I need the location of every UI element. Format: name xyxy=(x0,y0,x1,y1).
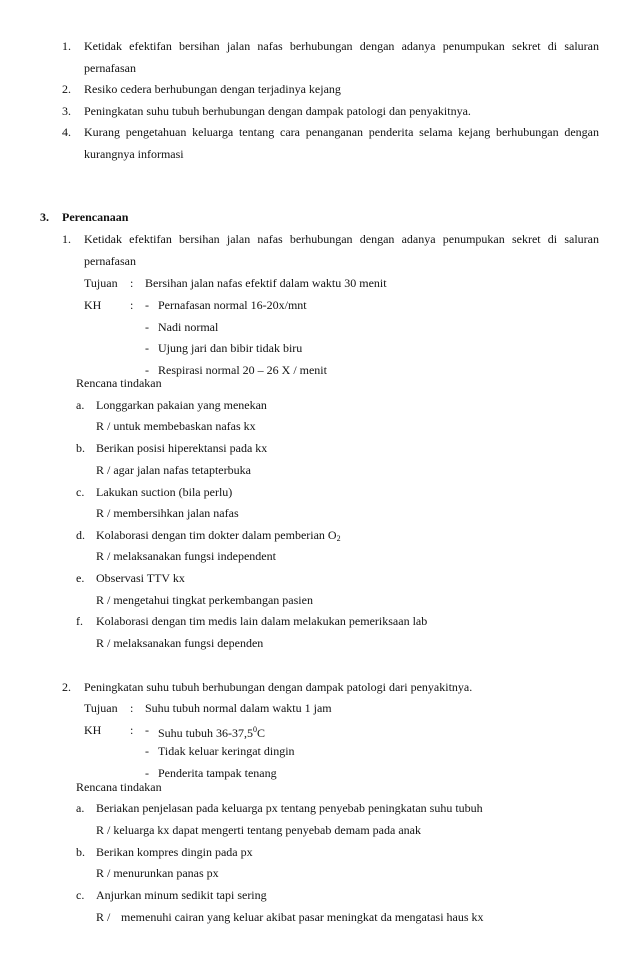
dash: - xyxy=(145,320,149,334)
plan-title: pernafasan xyxy=(84,254,136,268)
action-text-main: Kolaborasi dengan tim dokter dalam pemberian O xyxy=(96,528,337,542)
list-item-text: Peningkatan suhu tubuh berhubungan dengan dampak patologi dan penyakitnya. xyxy=(84,104,471,118)
plan-title: Ketidak efektifan bersihan jalan nafas berhubungan dengan adanya penumpukan sekret di saluran xyxy=(84,232,599,246)
superscript: 0 xyxy=(253,725,258,734)
tujuan-value: Bersihan jalan nafas efektif dalam waktu 30 menit xyxy=(145,276,387,290)
plan-number: 2. xyxy=(62,680,71,694)
dash: - xyxy=(145,341,149,355)
kh-item-unit: C xyxy=(257,726,266,740)
subscript: 2 xyxy=(336,534,341,543)
dash: - xyxy=(145,363,149,377)
action-text xyxy=(96,528,341,546)
action-reason: R / agar jalan nafas tetapterbuka xyxy=(96,463,251,477)
rencana-label: Rencana tindakan xyxy=(76,780,162,794)
kh-item: Ujung jari dan bibir tidak biru xyxy=(158,341,303,355)
action-text: Longgarkan pakaian yang menekan xyxy=(96,398,267,412)
action-reason: R / membersihkan jalan nafas xyxy=(96,506,239,520)
list-number: 1. xyxy=(62,39,71,53)
dash: - xyxy=(145,744,149,758)
action-reason: R / menurunkan panas px xyxy=(96,866,219,880)
list-item-text: Ketidak efektifan bersihan jalan nafas berhubungan dengan adanya penumpukan sekret di saluran xyxy=(84,39,599,53)
rencana-label: Rencana tindakan xyxy=(76,376,162,390)
kh-label: KH xyxy=(84,298,102,312)
list-item-text: Resiko cedera berhubungan dengan terjadinya kejang xyxy=(84,82,341,96)
kh-label: KH xyxy=(84,723,102,737)
action-text: Observasi TTV kx xyxy=(96,571,185,585)
list-number: 3. xyxy=(62,104,71,118)
tujuan-label: Tujuan xyxy=(84,276,118,290)
action-reason: memenuhi cairan yang keluar akibat pasar meningkat da mengatasi haus kx xyxy=(121,910,484,924)
dash: - xyxy=(145,723,149,737)
action-text: Anjurkan minum sedikit tapi sering xyxy=(96,888,267,902)
action-letter: d. xyxy=(76,528,85,542)
colon: : xyxy=(130,298,134,312)
list-number: 4. xyxy=(62,125,71,139)
kh-item: Tidak keluar keringat dingin xyxy=(158,744,295,758)
section-number: 3. xyxy=(40,210,49,224)
action-letter: b. xyxy=(76,845,85,859)
list-item-text: pernafasan xyxy=(84,61,136,75)
action-text: Kolaborasi dengan tim medis lain dalam melakukan pemeriksaan lab xyxy=(96,614,428,628)
action-text: Berikan kompres dingin pada px xyxy=(96,845,253,859)
action-text: Beriakan penjelasan pada keluarga px tentang penyebab peningkatan suhu tubuh xyxy=(96,801,483,815)
action-reason: R / melaksanakan fungsi independent xyxy=(96,549,276,563)
colon: : xyxy=(130,723,134,737)
action-reason: R / mengetahui tingkat perkembangan pasien xyxy=(96,593,313,607)
action-text: Berikan posisi hiperektansi pada kx xyxy=(96,441,268,455)
action-text: Lakukan suction (bila perlu) xyxy=(96,485,233,499)
kh-item: Respirasi normal 20 – 26 X / menit xyxy=(158,363,327,377)
action-letter: f. xyxy=(76,614,83,628)
list-number: 2. xyxy=(62,82,71,96)
action-letter: b. xyxy=(76,441,85,455)
list-item-text: kurangnya informasi xyxy=(84,147,184,161)
kh-item-text: Suhu tubuh 36-37,5 xyxy=(158,726,254,740)
list-item-text: Kurang pengetahuan keluarga tentang cara penanganan penderita selama kejang berhubungan dengan xyxy=(84,125,599,139)
dash: - xyxy=(145,298,149,312)
kh-item: Nadi normal xyxy=(158,320,219,334)
action-letter: e. xyxy=(76,571,85,585)
dash: - xyxy=(145,766,149,780)
colon: : xyxy=(130,276,134,290)
colon: : xyxy=(130,701,134,715)
action-reason: R / untuk membebaskan nafas kx xyxy=(96,419,256,433)
action-letter: a. xyxy=(76,398,85,412)
tujuan-label: Tujuan xyxy=(84,701,118,715)
plan-title: Peningkatan suhu tubuh berhubungan dengan dampak patologi dari penyakitnya. xyxy=(84,680,473,694)
kh-item: Pernafasan normal 16-20x/mnt xyxy=(158,298,307,312)
kh-item: Penderita tampak tenang xyxy=(158,766,277,780)
tujuan-value: Suhu tubuh normal dalam waktu 1 jam xyxy=(145,701,332,715)
action-reason: R / melaksanakan fungsi dependen xyxy=(96,636,264,650)
kh-item xyxy=(158,723,265,740)
action-letter: c. xyxy=(76,485,85,499)
section-title: Perencanaan xyxy=(62,210,129,224)
action-letter: a. xyxy=(76,801,85,815)
action-reason: R / keluarga kx dapat mengerti tentang penyebab demam pada anak xyxy=(96,823,421,837)
action-reason-prefix: R / xyxy=(96,910,111,924)
plan-number: 1. xyxy=(62,232,71,246)
action-letter: c. xyxy=(76,888,85,902)
